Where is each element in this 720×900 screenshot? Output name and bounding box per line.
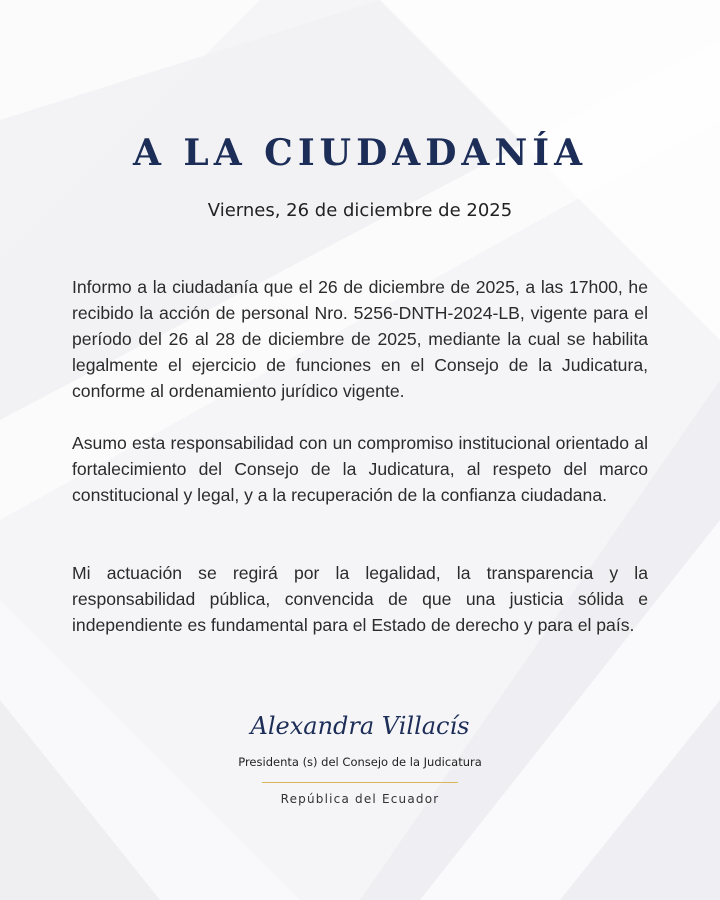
paragraph-2: Asumo esta responsabilidad con un compromiso institucional orientado al fortalecimiento del Consejo de la Judicatura, al respeto del marco constitucional y legal, y a la recuperación de la confianza ciudadana.	[72, 433, 648, 505]
signature-divider	[262, 782, 458, 783]
signature-name: Alexandra Villacís	[250, 712, 470, 740]
signature-role: Presidenta (s) del Consejo de la Judicatura	[238, 755, 482, 769]
paragraph-3: Mi actuación se regirá por la legalidad, la transparencia y la responsabilidad pública, convencida de que una justicia sólida e independiente es fundamental para el Estado de derecho y para el país.	[72, 563, 648, 635]
paragraph-1: Informo a la ciudadanía que el 26 de diciembre de 2025, a las 17h00, he recibido la acción de personal Nro. 5256-DNTH-2024-LB, vigente para el período del 26 al 28 de diciembre de 2025, mediante la cual se habilita legalmente el ejercicio de funciones en el Consejo de la Judicatura, conforme al ordenamiento jurídico vigente.	[72, 277, 648, 401]
announcement-date: Viernes, 26 de diciembre de 2025	[207, 200, 513, 221]
signature-country: República del Ecuador	[280, 792, 440, 806]
page-title: A LA CIUDADANÍA	[132, 132, 588, 174]
